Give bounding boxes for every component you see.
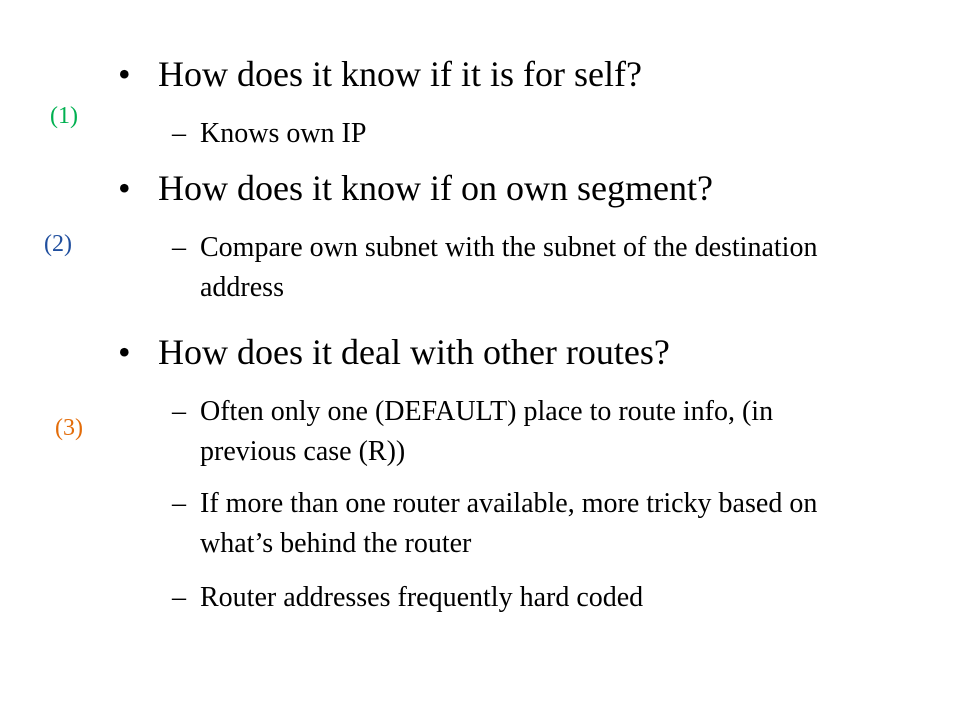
sub-item-3-3 [172,578,887,618]
sub-item-text: Knows own IP [200,118,367,149]
sub-item-2-1 [172,228,862,308]
sub-item-text: Compare own subnet with the subnet of the destination address [200,232,818,303]
bullet-item-2 [118,170,713,206]
dash-glyph: – [172,488,186,519]
marker-2: (2) [44,231,72,257]
bullet-glyph: • [118,168,131,208]
marker-3: (3) [55,415,83,441]
dash-glyph: – [172,582,186,613]
sub-item-text: Router addresses frequently hard coded [200,582,644,613]
bullet-text: How does it know if it is for self? [158,54,642,94]
dash-glyph: – [172,118,186,149]
marker-1: (1) [50,103,78,129]
bullet-item-3 [118,334,670,370]
bullet-text: How does it know if on own segment? [158,168,713,208]
dash-glyph: – [172,396,186,427]
dash-glyph: – [172,232,186,263]
sub-item-3-2 [172,484,887,564]
sub-item-text: If more than one router available, more tricky based on what’s behind the router [200,488,818,559]
bullet-text: How does it deal with other routes? [158,332,670,372]
sub-item-text: Often only one (DEFAULT) place to route info, (in previous case (R)) [200,396,774,467]
bullet-glyph: • [118,54,131,94]
sub-item-3-1 [172,392,862,472]
bullet-glyph: • [118,332,131,372]
sub-item-1-1 [172,114,472,154]
bullet-item-1 [118,56,642,92]
